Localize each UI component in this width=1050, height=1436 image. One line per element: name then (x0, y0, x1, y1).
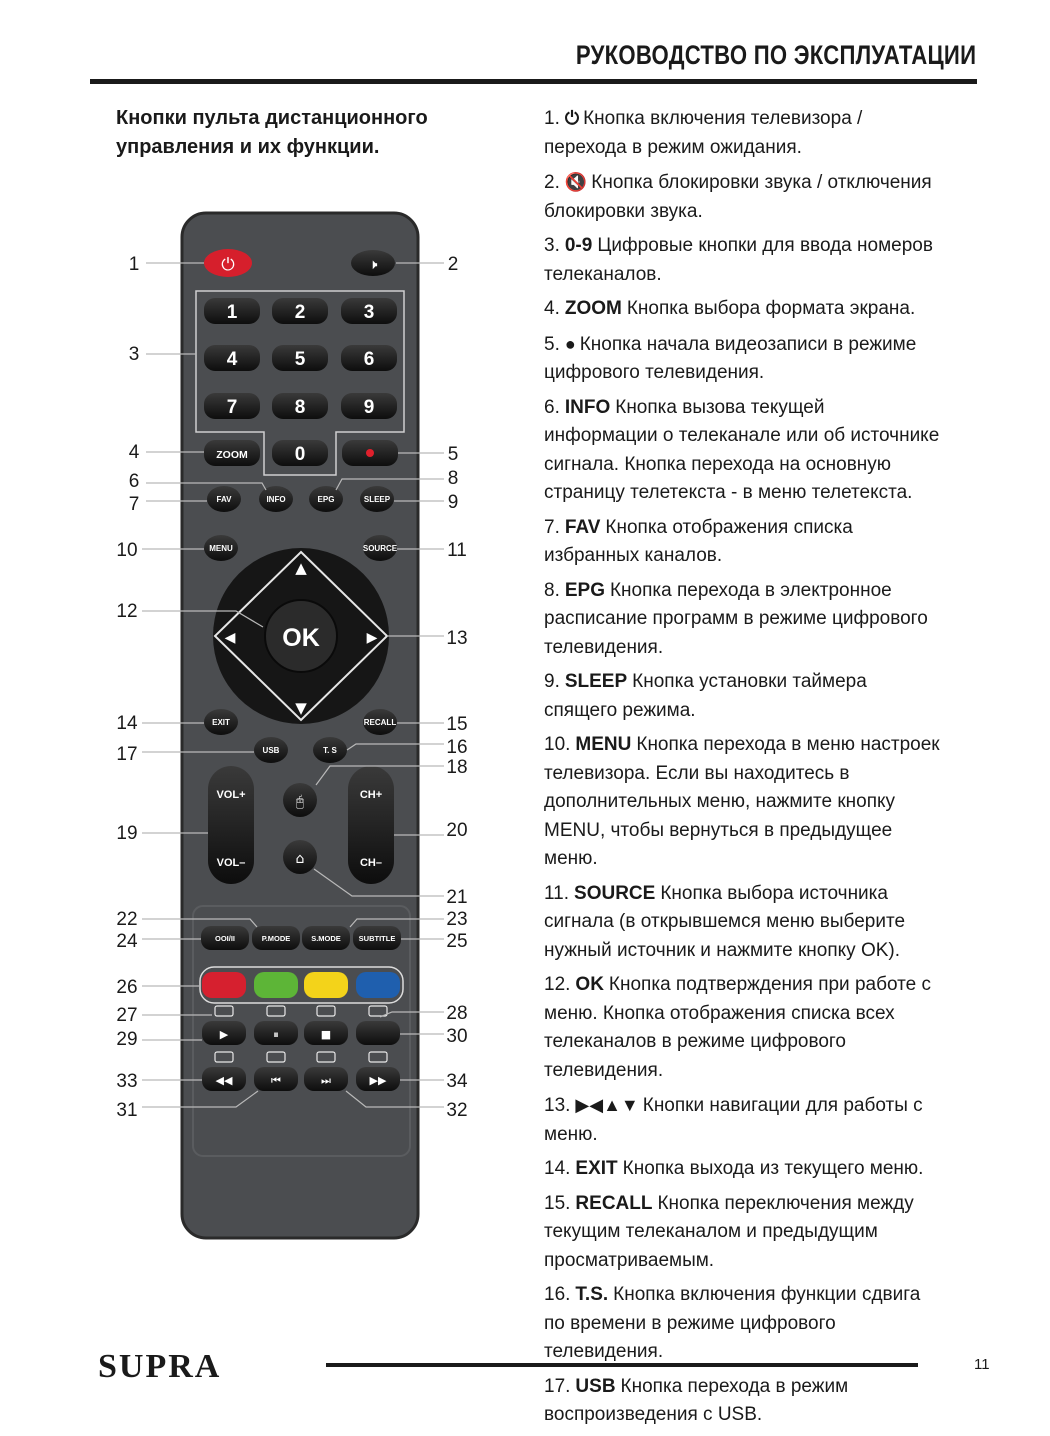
callout-number: 10 (116, 540, 138, 561)
digit-label: 8 (294, 397, 306, 418)
rewind-button[interactable] (202, 1067, 246, 1091)
item-text: Кнопка начала видеозаписи в режиме цифрового телевидения. (544, 333, 917, 383)
callout-number: 13 (446, 628, 468, 649)
button-key-name: EPG (564, 579, 605, 601)
item-number: 8. (544, 579, 560, 601)
ch-up-label: CH+ (359, 789, 383, 801)
digit-button[interactable] (204, 298, 260, 324)
power-button[interactable] (204, 249, 252, 277)
item-text: Кнопка отображения списка избранных каналов. (544, 516, 853, 566)
item-text: Кнопка перехода в режим воспроизведения с USB. (544, 1375, 849, 1425)
callout-number: 3 (128, 344, 140, 365)
fav-label: FAV (216, 495, 232, 504)
callout-number: 18 (446, 757, 468, 778)
channel-rocker[interactable] (348, 766, 394, 884)
item-number: 17. (544, 1375, 571, 1397)
nav-left-button[interactable]: ◀ (224, 630, 236, 646)
stop-icon: ■ (320, 1028, 332, 1041)
page-number: 11 (974, 1356, 990, 1373)
zoom-label: ZOOM (216, 449, 248, 461)
button-key-name: INFO (564, 396, 611, 418)
mouse-button[interactable] (283, 783, 317, 817)
item-number: 11. (544, 882, 570, 904)
color-key-button[interactable] (254, 972, 298, 998)
recall-button[interactable] (363, 709, 397, 735)
button-glyph-icon: ▶◀▲▼ (575, 1095, 639, 1115)
menu-button[interactable] (204, 535, 238, 561)
audio-button[interactable] (201, 926, 249, 950)
button-key-name: T.S. (575, 1284, 609, 1305)
button-key-name: SOURCE (574, 882, 656, 904)
button-glyph-icon: ● (564, 333, 576, 354)
play-button[interactable] (202, 1021, 246, 1045)
callout-number: 11 (447, 540, 467, 561)
section-heading: Кнопки пульта дистанционного управления и их функции. (116, 107, 428, 158)
ts-button[interactable] (313, 737, 347, 763)
page-header-title: РУКОВОДСТВО ПО ЭКСПЛУАТАЦИИ (575, 40, 976, 70)
digit-label: 3 (363, 302, 375, 323)
callout-number: 8 (447, 468, 459, 489)
item-text: Кнопка блокировки звука / отключения блокировки звука. (544, 172, 932, 222)
item-number: 14. (544, 1158, 571, 1179)
item-text: Кнопка выбора формата экрана. (626, 298, 916, 319)
callout-number: 32 (446, 1100, 468, 1121)
play-icon: ▶ (219, 1028, 229, 1041)
pause-button[interactable] (254, 1021, 298, 1045)
item-number: 10. (544, 734, 571, 755)
fast-forward-button[interactable] (356, 1067, 400, 1091)
sleep-button[interactable] (360, 486, 394, 512)
item-text: Кнопка перехода в меню настроек телевизора. Если вы находитесь в дополнительных меню, нажмите кнопку MENU, чтобы вернуться в предыдущее меню. (544, 734, 940, 869)
item-text: Кнопка вызова текущей информации о телеканале или об источнике сигнала. Кнопка перехода на основную страницу телетекста - в меню телетекста. (544, 396, 940, 503)
button-key-name: OK (575, 974, 604, 995)
item-text: Кнопка включения функции сдвига по времени в режиме цифрового телевидения. (544, 1284, 921, 1362)
brand-logo: SUPRA (98, 1348, 222, 1385)
subtitle-label: SUBTITLE (358, 934, 396, 943)
button-key-name: FAV (564, 516, 601, 538)
rewind-icon: ◀◀ (215, 1074, 233, 1087)
item-number: 7. (544, 516, 560, 538)
callout-number: 17 (116, 744, 138, 765)
callout-number: 29 (116, 1029, 138, 1050)
item-number: 15. (544, 1192, 571, 1214)
item-text: Кнопка выбора источника сигнала (в открывшемся меню выберите нужный источник и нажмите кнопку OK). (544, 882, 906, 961)
callout-number: 34 (446, 1071, 468, 1092)
blank-button[interactable] (356, 1021, 400, 1045)
digit-button[interactable] (341, 298, 397, 324)
ok-label: OK (282, 624, 320, 652)
item-text: Кнопка переключения между текущим телеканалом и предыдущим просматриваемым. (544, 1192, 914, 1271)
nav-up-button[interactable]: ▲ (295, 559, 307, 577)
info-label: INFO (266, 495, 286, 504)
item-text: Цифровые кнопки для ввода номеров телеканалов. (544, 235, 933, 285)
digit-button[interactable] (272, 345, 328, 371)
digit-label: 6 (363, 349, 375, 370)
item-number: 13. (544, 1095, 571, 1116)
previous-icon: ⏮ (271, 1074, 281, 1087)
navigation-pad (213, 548, 389, 724)
digit-button[interactable] (272, 298, 328, 324)
pmode-label: P.MODE (261, 934, 291, 943)
digit-button[interactable] (341, 345, 397, 371)
menu-label: MENU (209, 544, 233, 553)
pmode-button[interactable] (252, 926, 300, 950)
callout-number: 33 (116, 1071, 138, 1092)
exit-button[interactable] (204, 709, 238, 735)
callout-number: 21 (446, 887, 468, 908)
usb-button[interactable] (254, 737, 288, 763)
usb-label: USB (262, 746, 280, 755)
fast-forward-icon: ▶▶ (369, 1074, 387, 1087)
button-key-name: SLEEP (564, 671, 628, 692)
color-key-button[interactable] (304, 972, 348, 998)
pause-icon: ⏸ (273, 1028, 279, 1041)
record-button[interactable] (342, 440, 398, 466)
button-key-name: ZOOM (564, 298, 622, 319)
item-text: Кнопки навигации для работы с меню. (544, 1095, 923, 1145)
nav-right-button[interactable]: ▶ (366, 630, 378, 646)
item-text: Кнопка установки таймера спящего режима. (544, 671, 867, 721)
digit-label: 1 (226, 302, 238, 323)
item-text: Кнопка перехода в электронное расписание программ в режиме цифрового телевидения. (544, 579, 928, 658)
exit-label: EXIT (212, 718, 230, 727)
next-icon: ⏭ (321, 1074, 331, 1087)
item-text: Кнопка выхода из текущего меню. (622, 1158, 924, 1179)
button-key-name: EXIT (575, 1158, 618, 1179)
smode-button[interactable] (302, 926, 350, 950)
home-icon: ⌂ (295, 851, 305, 867)
callout-number: 26 (116, 977, 138, 998)
stop-button[interactable] (304, 1021, 348, 1045)
vol-up-label: VOL+ (216, 789, 246, 801)
sleep-label: SLEEP (363, 495, 391, 504)
callout-number: 31 (116, 1100, 138, 1121)
ch-down-label: CH– (359, 857, 383, 869)
record-icon (366, 449, 374, 457)
item-number: 4. (544, 298, 560, 319)
epg-label: EPG (317, 495, 335, 504)
button-key-name: USB (575, 1375, 616, 1397)
callout-number: 9 (447, 492, 459, 513)
callout-number: 4 (128, 442, 140, 463)
button-key-name: RECALL (575, 1192, 653, 1214)
callout-number: 1 (128, 254, 140, 275)
button-glyph-icon: ⏻ (564, 108, 580, 128)
subtitle-button[interactable] (353, 926, 401, 950)
nav-down-button[interactable]: ▼ (295, 699, 307, 717)
digit-button[interactable] (341, 393, 397, 419)
epg-button[interactable] (309, 486, 343, 512)
callout-number: 2 (447, 254, 459, 275)
mute-button[interactable] (351, 250, 395, 276)
callout-number: 30 (446, 1026, 468, 1047)
callout-number: 16 (446, 737, 468, 758)
button-key-name: MENU (575, 734, 632, 755)
info-button[interactable] (259, 486, 293, 512)
button-key-name: 0-9 (564, 235, 593, 256)
callout-number: 12 (116, 601, 138, 622)
button-glyph-icon: 🔇 (564, 172, 588, 192)
previous-button[interactable] (254, 1067, 298, 1091)
color-key-button[interactable] (356, 972, 400, 998)
color-key-button[interactable] (202, 972, 246, 998)
footer-rule (326, 1363, 918, 1367)
digit-button[interactable] (204, 393, 260, 419)
callout-number: 5 (447, 444, 459, 465)
callout-number: 27 (116, 1005, 138, 1026)
smode-label: S.MODE (311, 934, 341, 943)
digit-label: 0 (294, 444, 306, 465)
digit-label: 7 (226, 397, 238, 418)
home-button[interactable] (283, 840, 317, 874)
callout-number: 14 (116, 713, 138, 734)
fav-button[interactable] (207, 486, 241, 512)
item-number: 1. (544, 108, 560, 129)
power-icon: ⏻ (221, 255, 235, 275)
callout-number: 7 (128, 494, 140, 515)
item-number: 9. (544, 671, 560, 692)
item-number: 3. (544, 235, 560, 256)
mute-icon: 🕨 (368, 257, 378, 273)
vol-down-label: VOL– (216, 857, 246, 869)
digit-button[interactable] (204, 345, 260, 371)
digit-label: 4 (226, 349, 238, 370)
item-text: Кнопка включения телевизора / перехода в режим ожидания. (544, 108, 863, 158)
source-label: SOURCE (362, 544, 398, 553)
callout-number: 24 (116, 931, 138, 952)
ts-label: T. S (323, 746, 337, 755)
zoom-button[interactable] (204, 440, 260, 466)
item-number: 6. (544, 396, 560, 418)
callout-number: 25 (446, 931, 468, 952)
item-number: 16. (544, 1284, 571, 1305)
ok-button[interactable] (265, 600, 337, 672)
mouse-icon: 🖰 (295, 794, 305, 810)
callout-number: 28 (446, 1003, 468, 1024)
digit-label: 9 (363, 397, 375, 418)
recall-label: RECALL (363, 718, 397, 727)
callout-number: 22 (116, 909, 138, 930)
audio-label: OOI/II (214, 934, 236, 943)
digit-label: 5 (294, 349, 306, 370)
callout-number: 20 (446, 820, 468, 841)
digit-button[interactable] (272, 440, 328, 466)
callout-number: 15 (446, 714, 468, 735)
digit-button[interactable] (272, 393, 328, 419)
item-number: 2. (544, 172, 560, 193)
volume-rocker[interactable] (208, 766, 254, 884)
digit-label: 2 (294, 302, 306, 323)
callout-number: 6 (128, 471, 140, 492)
item-text: Кнопка подтверждения при работе с меню. Кнопка отображения списка всех телеканалов в режиме цифрового телевидения. (544, 974, 931, 1081)
item-number: 12. (544, 974, 571, 995)
item-number: 5. (544, 333, 560, 355)
callout-number: 23 (446, 909, 468, 930)
callout-number: 19 (116, 823, 138, 844)
next-button[interactable] (304, 1067, 348, 1091)
